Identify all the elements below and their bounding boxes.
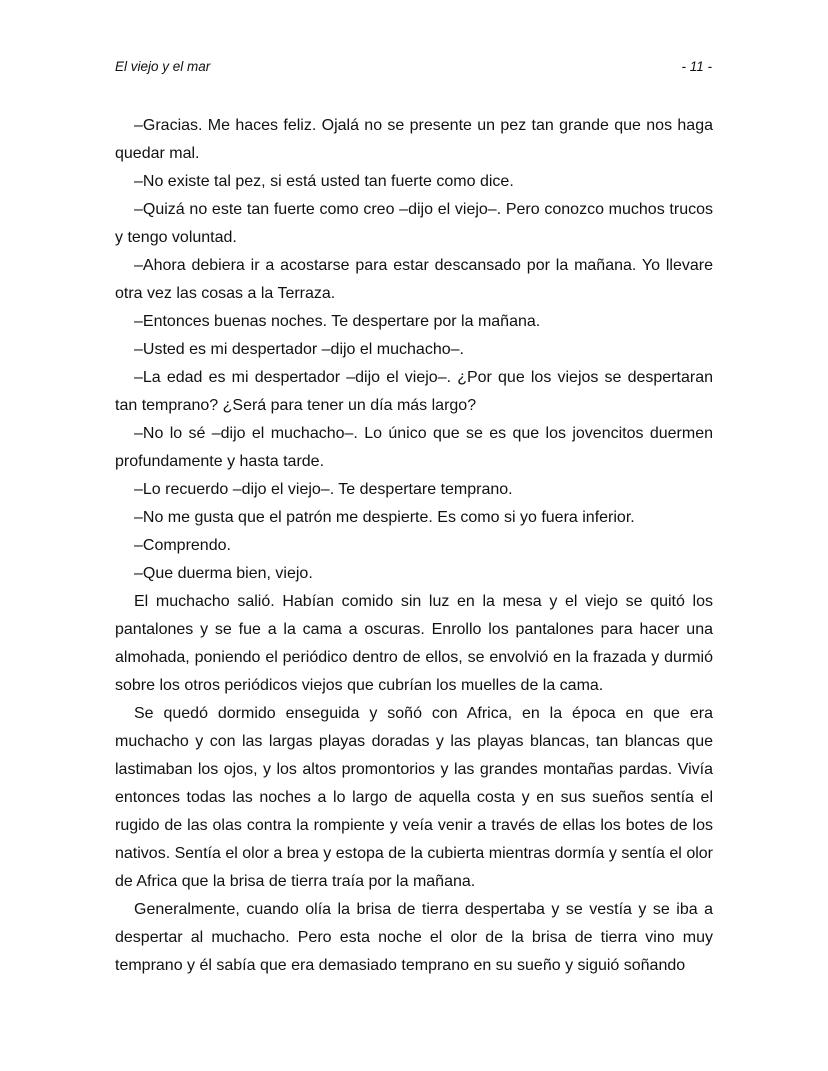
paragraph: –Ahora debiera ir a acostarse para estar descansado por la mañana. Yo llevare otra vez las cosas a la Terraza.	[115, 257, 713, 302]
book-title: El viejo y el mar	[115, 59, 211, 74]
paragraph: –Comprendo.	[134, 537, 231, 554]
paragraph: –Entonces buenas noches. Te despertare por la mañana.	[134, 313, 541, 330]
paragraph: –Gracias. Me haces feliz. Ojalá no se presente un pez tan grande que nos haga quedar mal.	[115, 117, 713, 162]
paragraph: Generalmente, cuando olía la brisa de tierra despertaba y se vestía y se iba a despertar al muchacho. Pero esta noche el olor de la brisa de tierra vino muy temprano y él sabía que era demasiado temprano en su sueño y siguió soñando	[115, 901, 713, 974]
paragraph: –No me gusta que el patrón me despierte. Es como si yo fuera inferior.	[134, 509, 635, 526]
page-number: - 11 -	[681, 59, 712, 74]
paragraph: –No lo sé –dijo el muchacho–. Lo único que se es que los jovencitos duermen profundamente y hasta tarde.	[115, 425, 713, 470]
body-text	[115, 112, 713, 980]
paragraph: –Quizá no este tan fuerte como creo –dijo el viejo–. Pero conozco muchos trucos y tengo voluntad.	[115, 201, 713, 246]
paragraph: –La edad es mi despertador –dijo el viejo–. ¿Por que los viejos se despertaran tan temprano? ¿Será para tener un día más largo?	[115, 369, 713, 414]
paragraph: –Que duerma bien, viejo.	[134, 565, 313, 582]
running-header	[115, 57, 712, 77]
paragraph: –Lo recuerdo –dijo el viejo–. Te despertare temprano.	[134, 481, 513, 498]
paragraph: –No existe tal pez, si está usted tan fuerte como dice.	[134, 173, 514, 190]
paragraph: El muchacho salió. Habían comido sin luz en la mesa y el viejo se quitó los pantalones y se fue a la cama a oscuras. Enrollo los pantalones para hacer una almohada, poniendo el periódico dentro de ellos, se envolvió en la frazada y durmió sobre los otros periódicos viejos que cubrían los muelles de la cama.	[115, 593, 713, 694]
paragraph: –Usted es mi despertador –dijo el muchacho–.	[134, 341, 464, 358]
paragraph: Se quedó dormido enseguida y soñó con Africa, en la época en que era muchacho y con las largas playas doradas y las playas blancas, tan blancas que lastimaban los ojos, y los altos promontorios y las grandes montañas pardas. Vivía entonces todas las noches a lo largo de aquella costa y en sus sueños sentía el rugido de las olas contra la rompiente y veía venir a través de ellas los botes de los nativos. Sentía el olor a brea y estopa de la cubierta mientras dormía y sentía el olor de Africa que la brisa de tierra traía por la mañana.	[115, 705, 713, 890]
